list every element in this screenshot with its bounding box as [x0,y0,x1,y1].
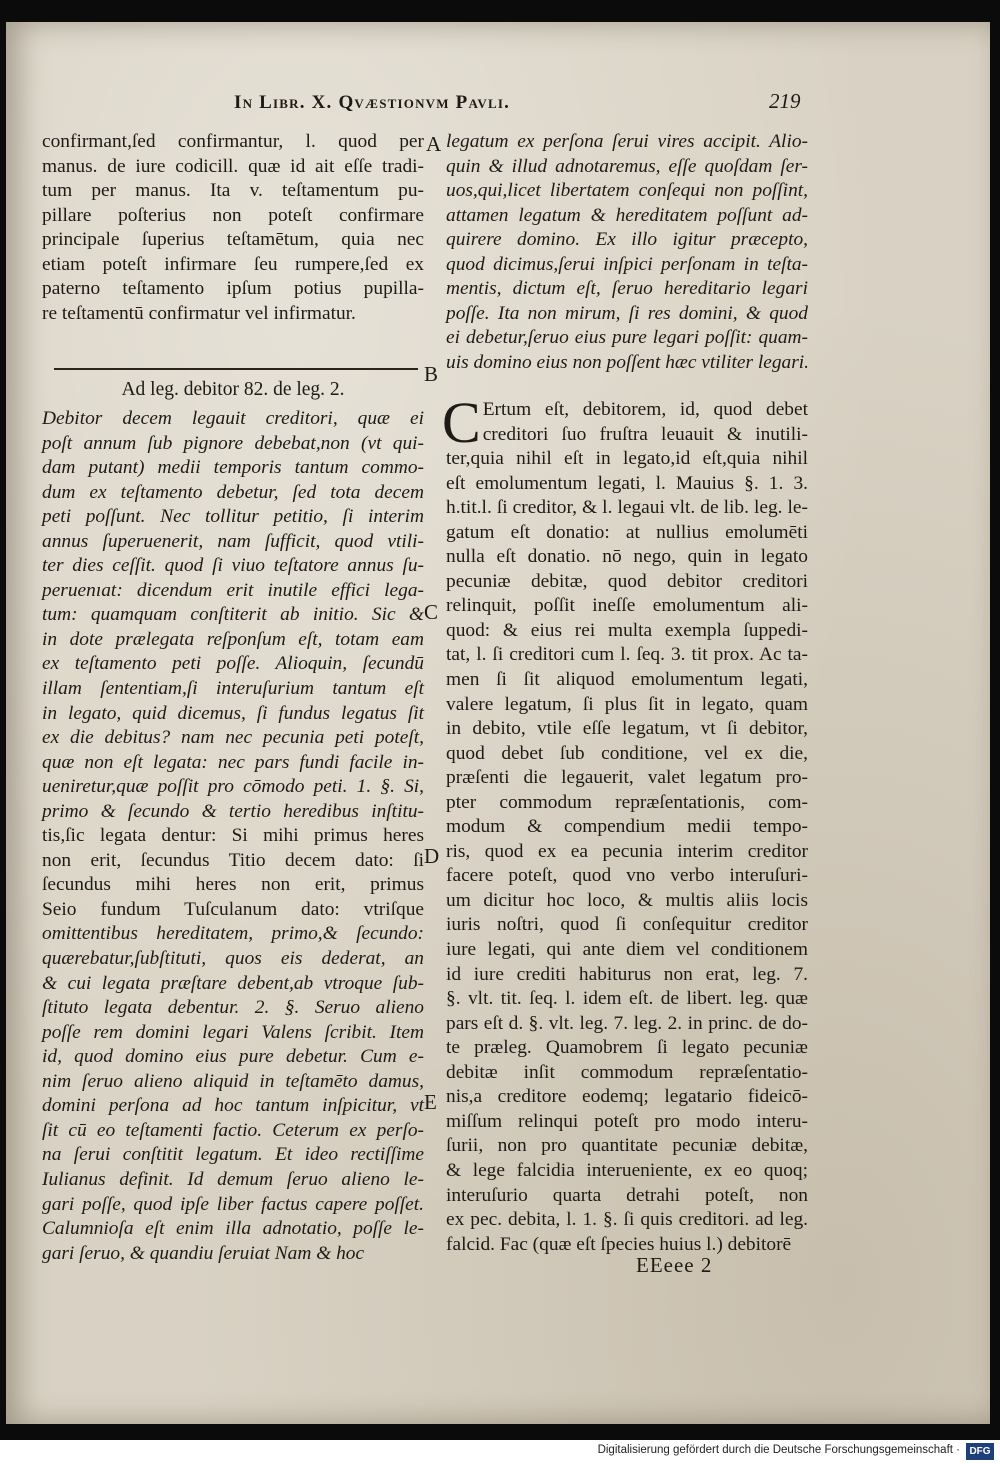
text-line: modum & compendium medii tempo- [446,816,808,838]
credit-footer [0,1440,1000,1464]
text-line: id, quod domino eius pure debetur. Cum e- [42,1046,424,1068]
text-line: peruenıat: dicendum erit inutile effici lega- [42,579,424,601]
text-line: ris, quod ex ea pecunia interim creditor [446,840,808,862]
text-line: tum per manus. Ita v. teſtamentum pu- [42,180,424,202]
text-line: pecuniæ debitæ, quod debitor creditori [446,570,808,592]
text-line: ex teſtamento peti poſſe. Alioquin, ſecundū [42,653,424,675]
text-line: quod dicimus,ſerui inſpici perſonam in teſta- [446,253,808,275]
text-line: facere poteſt, quod vno verbo interuſuri- [446,865,808,887]
text-line: principale ſuperius teſtamētum, quia nec [42,229,424,251]
text-line: primo & ſecundo & tertio heredibus inſtitu- [42,800,424,822]
text-line: mentis, dictum eſt, ſeruo hereditario legari [446,278,808,300]
text-line: debitæ inſit commodum repræſentatio- [446,1061,808,1083]
text-line: quirere domino. Ex illo igitur præcepto, [446,229,808,251]
text-line: domini perſona ad hoc tantum inſpicitur, vt [42,1095,424,1117]
right-column-top [446,130,808,375]
text-line: ſurii, non pro quantitate pecuniæ debitæ, [446,1135,808,1157]
text-line: iure legati, qui ante diem vel conditionem [446,939,808,961]
text-line: pars eſt d. §. vlt. leg. 7. leg. 2. in princ. de do- [446,1012,808,1034]
text-line: falcid. Fac (quæ eſt ſpecies huius l.) debitorē [446,1233,792,1255]
text-line: & lege falcidia interueniente, ex eo quoq; [446,1159,808,1181]
text-line: relinquit, poſſit ineſſe emolumentum ali- [446,595,808,617]
text-line: gari poſſe, quod ipſe liber factus capere poſſet. [42,1193,424,1215]
text-line: Calumnioſa eſt enim illa adnotatio, poſſe le- [42,1218,424,1240]
section-rule [54,368,418,370]
text-line: uis domino eius non poſſent hæc vtiliter legari. [446,351,810,373]
text-line: quod: & eius rei multa exempla ſuppedi- [446,619,808,641]
text-line: peti poſſunt. Nec tollitur petitio, ſi interim [42,506,424,528]
text-line: nim ſeruo alieno aliquid in teſtamēto damus, [42,1070,424,1092]
text-line: tat, l. ſi creditori cum l. ſeq. 3. tit prox. Ac ta- [446,644,808,666]
drop-cap: C [442,390,481,455]
text-line: iuris noſtri, quod ſi conſequitur creditor [446,914,808,936]
text-line: Iulianus definit. Id demum ſeruo alieno le- [42,1168,424,1190]
page-number: 219 [769,89,801,113]
text-line: Debitor decem legauit creditori, quæ ei [42,408,424,429]
dfg-logo-icon: DFG [966,1443,994,1460]
text-line: legatum ex perſona ſerui vires accipit. Alio- [446,131,808,152]
text-line: confirmant,ſed confirmantur, l. quod per [42,131,424,152]
text-line: poſt annum ſub pignore debebat,non (vt qui- [42,432,424,454]
text-line: non erit, ſecundus Titio decem dato: ſi [42,849,424,871]
left-column-top [42,130,424,326]
text-line: poſſe rem domini legari Valens ſcribit. Item [42,1021,424,1043]
text-line: nis,a creditore eodemq; legatario fideicō- [446,1086,808,1108]
text-line: na ſerui conſtitit legatum. Et ideo rectiſſime [42,1144,424,1166]
catchword-signature: EEeee 2 [636,1253,713,1277]
text-line: valere legatum, ſi plus ſit in legato, quam [446,693,808,715]
text-line: attamen legatum & hereditatem poſſunt ad- [446,204,808,226]
text-line: te præleg. Quamobrem ſi legato pecuniæ [446,1037,808,1059]
text-line: nulla eſt donatio. nō nego, quin in legato [446,546,808,568]
text-line: præſenti die legauerit, valet legatum pro- [446,767,808,789]
text-line: in legato, quid dicemus, ſi fundus legatus ſit [42,702,424,724]
book-page [6,22,990,1424]
text-line: um dicitur hoc loco, & multis aliis locis [446,889,808,911]
margin-letter-a: A [426,132,442,156]
text-line: quærebatur,ſubſtituti, quos eis dederat, an [42,948,424,970]
text-line: interuſurio quarta detrahi poteſt, non [446,1184,808,1206]
text-line: eſt emolumentum legati, l. Mauius §. 1. 3. [446,472,808,494]
text-line: illam ſententiam,ſi interuſurium tantum eſt [42,678,424,700]
text-line: annus ſuperuenerit, nam ſufficit, quod vtili- [42,530,424,552]
text-line: gari ſeruo, & quandiu ſeruiat Nam & hoc [42,1242,365,1264]
text-line: id iure crediti habiturus non erat, leg. 7. [446,963,808,985]
margin-letter-e: E [424,1090,437,1114]
text-line: paterno teſtamento ipſum potius pupilla- [42,278,424,300]
text-line: ueniretur,quæ poſſit pro cōmodo peti. 1. §. Si, [42,776,424,798]
text-line: pillare poſterius non poteſt confirmare [42,204,424,226]
credit-text: Digitalisierung gefördert durch die Deutsche Forschungsgemeinschaft · [597,1444,960,1456]
text-line: etiam poteſt infirmare ſeu rumpere,ſed ex [42,253,424,275]
right-column-main [442,390,808,1257]
text-line: Ertum eſt, debitorem, id, quod debet [482,399,808,420]
text-line: h.tit.l. ſi creditor, & l. legaui vlt. de lib. leg. le- [446,497,808,519]
text-line: quod debet ſub conditione, vel ex die, [446,742,808,764]
text-line: creditori ſuo fruſtra leuauit & inutili- [482,423,808,445]
text-line: ei debetur,ſeruo eius pure legari poſſit: quam- [446,327,808,349]
text-line: §. vlt. tit. ſeq. l. idem eſt. de libert. leg. quæ [446,988,808,1010]
text-line: & cui legata præſtare debent,ab vtroque ſub- [42,972,424,994]
margin-letter-d: D [424,844,440,868]
text-line: ter,quia nihil eſt in legato,id eſt,quia nihil [446,448,808,470]
text-line: Seio fundum Tuſculanum dato: vtriſque [42,898,424,920]
running-head: In Libr. X. Qvæstionvm Pavli. [234,92,511,113]
text-line: ſecundus mihi heres non erit, primus [42,874,424,896]
text-line: pter commodum repræſentationis, com- [446,791,808,813]
text-line: in debito, vtile eſſe legatum, vt ſi debitor, [446,718,808,740]
text-line: tis,ſic legata dentur: Si mihi primus heres [42,825,424,847]
text-line: ſtituto legata debentur. 2. §. Seruo alieno [42,997,424,1019]
text-line: quæ non eſt legata: nec pars fundi facile in- [42,751,424,773]
text-line: in dote prælegata reſponſum eſt, totam eam [42,628,424,650]
text-line: miſſum relinqui poteſt pro modo interu- [446,1110,808,1132]
text-line: ter dies ceſſit. quod ſi viuo teſtatore annus ſu- [42,555,424,577]
text-line: dam putant) medii temporis tantum commo- [42,457,424,479]
text-line: poſſe. Ita non mirum, ſi res domini, & quod [446,302,808,324]
margin-letter-c: C [424,600,439,624]
text-line: quin & illud adnotaremus, eſſe quoſdam ſer- [446,155,808,177]
text-line: re teſtamentū confirmatur vel infirmatur. [42,302,356,324]
left-column-main [42,407,424,1266]
text-line: men ſi ſit aliquod emolumentum legati, [446,669,808,691]
text-line: manus. de iure codicill. quæ id ait eſſe tradi- [42,155,424,177]
text-line: uos,qui,licet libertatem conſequi non poſſint, [446,180,808,202]
text-line: ex die debitus? nam nec pecunia peti poteſt, [42,727,424,749]
text-line: ſit cū eo teſtamenti factio. Ceterum ex perſo- [42,1119,424,1141]
text-line: gatum eſt donatio: at nullius emolumēti [446,521,808,543]
text-line: tum: quamquam conſtiterit ab initio. Sic & [42,604,424,626]
text-line: omittentibus hereditatem, primo,& ſecundo: [42,923,424,945]
section-heading: Ad leg. debitor 82. de leg. 2. [121,379,345,400]
margin-letter-b: B [424,362,439,386]
text-line: dum ex teſtamento debetur, ſed tota decem [42,481,424,503]
text-line: ex pec. debita, l. 1. §. ſi quis creditori. ad leg. [446,1209,808,1231]
